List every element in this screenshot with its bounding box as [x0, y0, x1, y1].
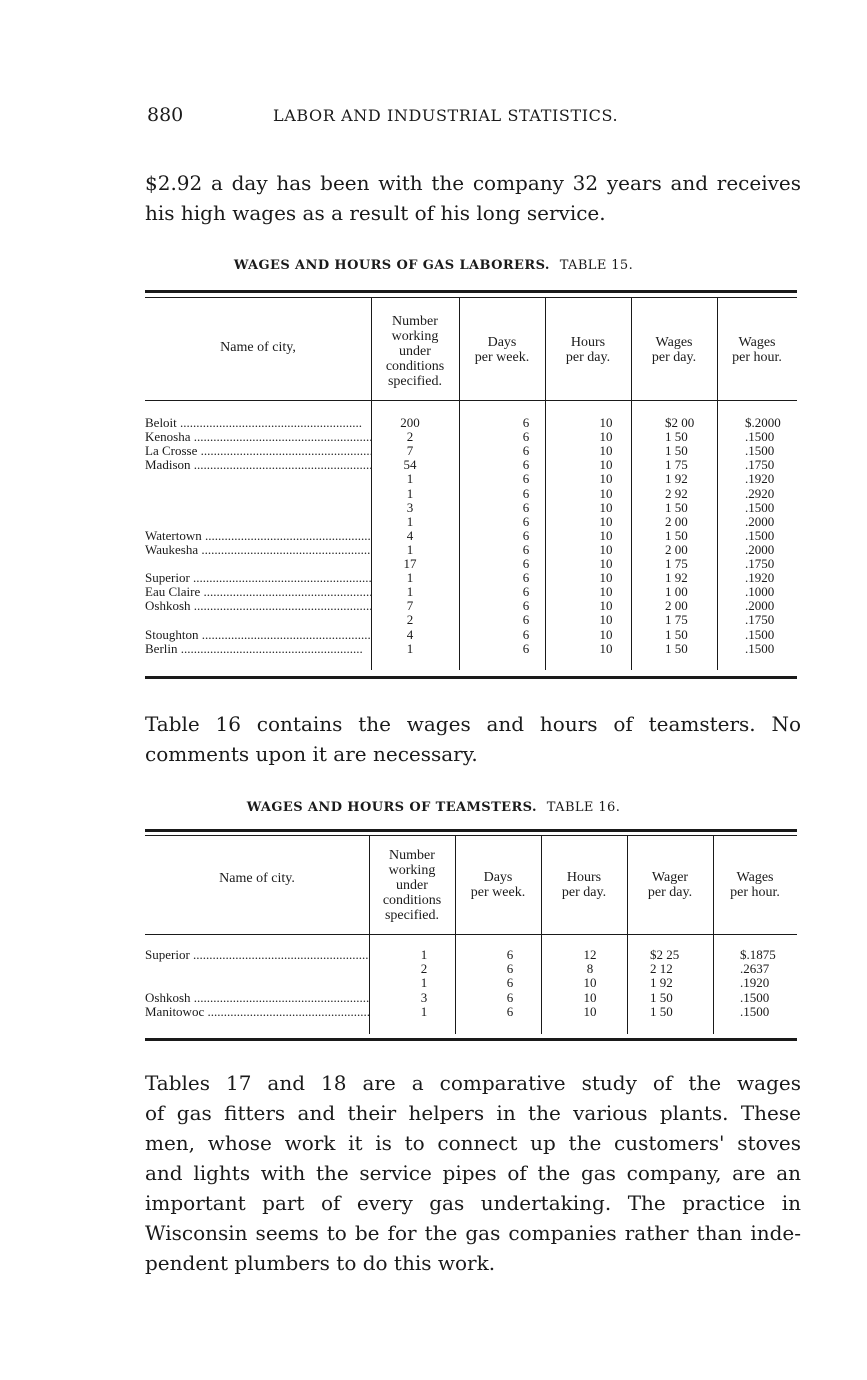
cell-wage-day: $2 25 [650, 947, 680, 962]
paragraph-line: of gas fitters and their helpers in the various plants. These [145, 1101, 801, 1125]
header-days [459, 335, 545, 365]
page-number: 880 [147, 104, 184, 126]
cell-hours: 10 [583, 989, 597, 1005]
table-row [145, 501, 797, 515]
bottom-rule [145, 676, 797, 679]
cell-hours: 8 [586, 961, 594, 977]
paragraph-line: his high wages as a result of his long service. [145, 201, 606, 225]
cell-wage-hour: .1500 [745, 443, 775, 459]
cell-days: 6 [522, 541, 530, 557]
header-line: specified. [384, 908, 440, 923]
paragraph-line: pendent plumbers to do this work. [145, 1251, 496, 1275]
header-number [369, 848, 455, 923]
header-line: Number [392, 314, 438, 329]
cell-wage-day: 1 50 [665, 499, 688, 515]
cell-hours: 10 [599, 499, 613, 515]
paragraph-line: and lights with the service pipes of the gas company, are an [145, 1161, 801, 1185]
cell-wage-hour: $.1875 [740, 947, 776, 962]
cell-number: 2 [406, 429, 414, 445]
cell-wage-day: 1 50 [665, 443, 688, 459]
top-rule [145, 829, 797, 832]
cell-days: 6 [522, 598, 530, 614]
header-wages-hour [713, 870, 797, 900]
cell-hours: 10 [599, 415, 613, 430]
cell-city: Kenosha ..... [145, 430, 371, 444]
cell-wage-day: 1 75 [665, 612, 688, 628]
cell-days: 6 [522, 626, 530, 642]
cell-number: 1 [420, 975, 428, 991]
cell-wage-hour: .1500 [745, 527, 775, 543]
cell-wage-hour: .1500 [745, 640, 775, 656]
table-row [145, 515, 797, 529]
cell-wage-day: 2 00 [665, 541, 688, 557]
cell-number: 3 [406, 499, 414, 515]
header-line: Wages [738, 335, 776, 350]
cell-city: Waukesha ..... [145, 543, 371, 557]
header-hours [545, 335, 631, 365]
cell-days: 6 [506, 1003, 514, 1019]
header-hours [541, 870, 627, 900]
header-days [455, 870, 541, 900]
header-rule [145, 400, 797, 401]
paragraph-line: Wisconsin seems to be for the gas companies rather than inde- [145, 1221, 801, 1245]
table16-title-text: WAGES AND HOURS OF TEAMSTERS. [246, 800, 537, 815]
intro-paragraph [145, 168, 801, 228]
cell-days: 6 [506, 961, 514, 977]
cell-hours: 10 [599, 513, 613, 529]
cell-city: Oshkosh ..... [145, 599, 371, 613]
cell-wage-hour: .1500 [740, 1003, 770, 1019]
cell-number: 1 [406, 570, 414, 586]
cell-wage-hour: .1500 [745, 499, 775, 515]
cell-hours: 10 [599, 556, 613, 571]
cell-hours: 10 [599, 626, 613, 642]
table-row [145, 472, 797, 486]
paragraph-line: important part of every gas undertaking. The practice in [145, 1191, 801, 1215]
cell-wage-hour: .1500 [745, 429, 775, 445]
header-wages-day [631, 335, 717, 365]
cell-city: Manitowoc ..... [145, 1005, 369, 1019]
table-row [145, 557, 797, 571]
cell-hours: 10 [599, 541, 613, 557]
header-line: Hours [570, 335, 606, 350]
top-rule-thin [145, 835, 797, 836]
paragraph-line: comments upon it are necessary. [145, 742, 478, 766]
cell-days: 6 [522, 457, 530, 473]
cell-wage-hour: .1000 [745, 584, 775, 600]
table-row [145, 991, 797, 1005]
cell-number: 54 [403, 457, 417, 473]
header-line: working [391, 329, 439, 344]
closing-paragraph [145, 1068, 801, 1278]
table-row [145, 529, 797, 543]
cell-wage-day: 1 92 [665, 471, 688, 487]
header-rule [145, 934, 797, 935]
cell-days: 6 [522, 443, 530, 459]
cell-hours: 10 [599, 527, 613, 543]
table16-title [0, 800, 867, 815]
header-line: Days [483, 870, 513, 885]
cell-wage-hour: .1920 [745, 471, 775, 487]
header-wages-hour [717, 335, 797, 365]
header-line: per hour. [732, 350, 782, 365]
header-wages-day [627, 870, 713, 900]
cell-number: 3 [420, 989, 428, 1005]
header-number [371, 314, 459, 389]
header-city [145, 340, 371, 355]
cell-hours: 10 [583, 975, 597, 991]
cell-hours: 10 [599, 598, 613, 614]
table-row [145, 962, 797, 976]
table-row [145, 599, 797, 613]
header-line: per hour. [730, 885, 780, 900]
header-line: Wager [651, 870, 689, 885]
cell-wage-hour: $.2000 [745, 415, 781, 430]
header-line: Hours [566, 870, 602, 885]
header-city-label: Name of city, [220, 340, 296, 355]
cell-wage-day: 2 12 [650, 961, 673, 977]
cell-wage-hour: .1500 [745, 626, 775, 642]
cell-days: 6 [522, 612, 530, 628]
cell-wage-hour: .2000 [745, 598, 775, 614]
header-line: working [388, 863, 436, 878]
cell-hours: 10 [599, 640, 613, 656]
cell-wage-day: 1 50 [650, 989, 673, 1005]
cell-days: 6 [522, 584, 530, 600]
cell-days: 6 [522, 513, 530, 529]
cell-days: 6 [522, 499, 530, 515]
header-line: per week. [474, 350, 530, 365]
cell-days: 6 [522, 429, 530, 445]
cell-days: 6 [506, 975, 514, 991]
cell-hours: 10 [599, 443, 613, 459]
cell-wage-hour: .2000 [745, 513, 775, 529]
cell-city: Superior ..... [145, 948, 369, 962]
header-line: per day. [647, 885, 693, 900]
header-line: Days [487, 335, 517, 350]
cell-hours: 10 [599, 570, 613, 586]
cell-city: Oshkosh ..... [145, 991, 369, 1005]
header-line: per day. [565, 350, 611, 365]
header-line: conditions [382, 893, 442, 908]
cell-days: 6 [522, 570, 530, 586]
middle-paragraph [145, 709, 801, 769]
top-rule-thin [145, 297, 797, 298]
cell-number: 1 [406, 541, 414, 557]
table-row [145, 430, 797, 444]
cell-number: 4 [406, 527, 414, 543]
cell-hours: 10 [599, 584, 613, 600]
table-row [145, 613, 797, 627]
cell-hours: 10 [599, 429, 613, 445]
table-row [145, 416, 797, 430]
table-row [145, 1005, 797, 1019]
cell-number: 2 [420, 961, 428, 977]
table15-title-text: WAGES AND HOURS OF GAS LABORERS. [233, 258, 550, 273]
cell-wage-day: 2 92 [665, 485, 688, 501]
cell-wage-day: 1 50 [665, 640, 688, 656]
table15-number: TABLE 15. [559, 258, 634, 273]
cell-number: 7 [406, 443, 414, 459]
cell-wage-day: 1 00 [665, 584, 688, 600]
cell-hours: 10 [599, 485, 613, 501]
paragraph-line: Table 16 contains the wages and hours of teamsters. No [145, 712, 801, 736]
cell-wage-day: 1 92 [665, 570, 688, 586]
cell-number: 7 [406, 598, 414, 614]
table16-number: TABLE 16. [546, 800, 621, 815]
cell-city: Superior ..... [145, 571, 371, 585]
cell-city: La Crosse ..... [145, 444, 371, 458]
cell-number: 1 [406, 513, 414, 529]
table16 [145, 826, 797, 1046]
header-line: Wages [655, 335, 693, 350]
cell-hours: 10 [583, 1003, 597, 1019]
header-line: Wages [736, 870, 774, 885]
paragraph-line: Tables 17 and 18 are a comparative study of the wages [145, 1071, 801, 1095]
cell-wage-day: 1 92 [650, 975, 673, 991]
cell-wage-hour: .2637 [740, 961, 770, 977]
header-city [145, 871, 369, 886]
bottom-rule [145, 1038, 797, 1041]
cell-number: 1 [420, 1003, 428, 1019]
table-row [145, 628, 797, 642]
cell-number: 1 [406, 485, 414, 501]
cell-number: 4 [406, 626, 414, 642]
cell-wage-hour: .2000 [745, 541, 775, 557]
cell-city: Stoughton ..... [145, 628, 371, 642]
cell-city: Berlin ..... [145, 642, 371, 656]
cell-wage-day: 2 00 [665, 598, 688, 614]
cell-days: 6 [522, 527, 530, 543]
cell-hours: 12 [583, 947, 597, 962]
page-header [147, 104, 797, 132]
cell-days: 6 [522, 485, 530, 501]
table-row [145, 543, 797, 557]
cell-city: Beloit ..... [145, 416, 371, 430]
cell-wage-day: 1 75 [665, 457, 688, 473]
table15-title [0, 258, 867, 273]
header-line: per day. [651, 350, 697, 365]
table-row [145, 487, 797, 501]
cell-days: 6 [506, 989, 514, 1005]
cell-wage-hour: .1750 [745, 556, 775, 571]
cell-days: 6 [522, 556, 530, 571]
header-line: conditions [385, 359, 445, 374]
cell-wage-day: $2 00 [665, 415, 695, 430]
cell-city: Madison ..... [145, 458, 371, 472]
cell-days: 6 [506, 947, 514, 962]
header-line: per day. [561, 885, 607, 900]
table15 [145, 288, 797, 683]
cell-number: 2 [406, 612, 414, 628]
cell-wage-hour: .1500 [740, 989, 770, 1005]
cell-number: 1 [406, 640, 414, 656]
cell-days: 6 [522, 415, 530, 430]
header-line: under [396, 878, 428, 893]
cell-wage-hour: .2920 [745, 485, 775, 501]
running-title: LABOR AND INDUSTRIAL STATISTICS. [273, 106, 619, 125]
table-row [145, 976, 797, 990]
cell-wage-day: 1 50 [665, 429, 688, 445]
table-row [145, 458, 797, 472]
cell-wage-day: 1 50 [650, 1003, 673, 1019]
table-row [145, 585, 797, 599]
table-row [145, 444, 797, 458]
header-line: Number [389, 848, 435, 863]
header-city-label: Name of city. [219, 871, 295, 886]
cell-wage-day: 2 00 [665, 513, 688, 529]
cell-wage-hour: .1920 [745, 570, 775, 586]
cell-number: 1 [420, 947, 428, 962]
cell-number: 1 [406, 584, 414, 600]
cell-city: Watertown ..... [145, 529, 371, 543]
table-row [145, 948, 797, 962]
cell-days: 6 [522, 640, 530, 656]
cell-number: 17 [403, 556, 417, 571]
header-line: under [399, 344, 431, 359]
cell-hours: 10 [599, 457, 613, 473]
table-row [145, 571, 797, 585]
cell-number: 1 [406, 471, 414, 487]
cell-city: Eau Claire ..... [145, 585, 371, 599]
paragraph-line: men, whose work it is to connect up the customers' stoves [145, 1131, 801, 1155]
cell-wage-hour: .1920 [740, 975, 770, 991]
paragraph-line: $2.92 a day has been with the company 32 years and receives [145, 171, 801, 195]
cell-wage-day: 1 50 [665, 527, 688, 543]
cell-wage-hour: .1750 [745, 612, 775, 628]
cell-wage-hour: .1750 [745, 457, 775, 473]
top-rule [145, 290, 797, 293]
cell-number: 200 [400, 415, 420, 430]
header-line: per week. [470, 885, 526, 900]
header-line: specified. [387, 374, 443, 389]
cell-hours: 10 [599, 471, 613, 487]
cell-wage-day: 1 75 [665, 556, 688, 571]
cell-hours: 10 [599, 612, 613, 628]
cell-wage-day: 1 50 [665, 626, 688, 642]
table-row [145, 642, 797, 656]
cell-days: 6 [522, 471, 530, 487]
